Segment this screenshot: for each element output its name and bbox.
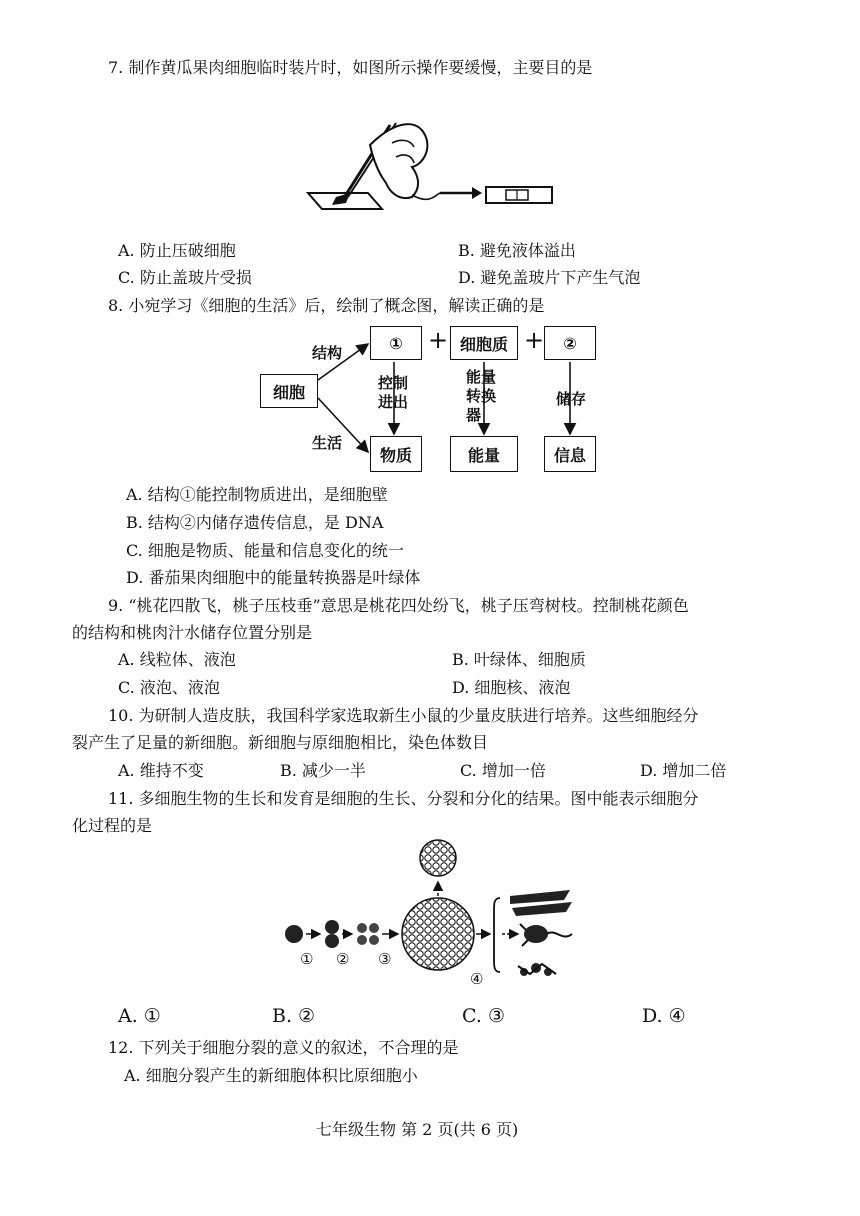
q10-stem-line1: 10. 为研制人造皮肤，我国科学家选取新生小鼠的少量皮肤进行培养。这些细胞经分 — [108, 706, 699, 725]
q8-stem: 8. 小宛学习《细胞的生活》后，绘制了概念图，解读正确的是 — [108, 296, 545, 315]
structure-label: 结构 — [312, 344, 343, 362]
figure-label-1: ① — [300, 950, 314, 968]
q7-option-b[interactable]: B. 避免液体溢出 — [458, 241, 576, 260]
q12-stem: 12. 下列关于细胞分裂的意义的叙述，不合理的是 — [108, 1038, 459, 1057]
q9-option-a[interactable]: A. 线粒体、液泡 — [118, 650, 236, 669]
figure-label-2: ② — [336, 950, 350, 968]
arrow-label-store: 储存 — [556, 390, 587, 408]
cell-box: 细胞 — [260, 374, 318, 408]
q10-option-b[interactable]: B. 减少一半 — [280, 761, 366, 780]
box-structure-2: ② — [544, 326, 596, 360]
q7-stem: 7. 制作黄瓜果肉细胞临时装片时，如图所示操作要缓慢，主要目的是 — [108, 58, 593, 77]
box-matter: 物质 — [370, 436, 422, 472]
q12-option-a[interactable]: A. 细胞分裂产生的新细胞体积比原细胞小 — [124, 1066, 418, 1085]
plus-sign-1: + — [428, 326, 449, 354]
q10-stem-line2: 裂产生了足量的新细胞。新细胞与原细胞相比，染色体数目 — [72, 733, 489, 752]
q11-stem-line2: 化过程的是 — [72, 816, 153, 835]
figure-label-4: ④ — [470, 970, 484, 988]
q8-option-b[interactable]: B. 结构②内储存遗传信息，是 DNA — [126, 513, 384, 532]
q7-option-c[interactable]: C. 防止盖玻片受损 — [118, 268, 252, 287]
q7-option-d[interactable]: D. 避免盖玻片下产生气泡 — [458, 268, 641, 287]
q11-option-a[interactable]: A. ① — [118, 1005, 161, 1027]
q11-option-c[interactable]: C. ③ — [462, 1005, 505, 1027]
q10-option-c[interactable]: C. 增加一倍 — [460, 761, 546, 780]
figure-label-3: ③ — [378, 950, 392, 968]
cell-concept-map — [250, 318, 610, 480]
cell-development-figure — [280, 838, 590, 986]
q9-stem-line1: 9. “桃花四散飞，桃子压枝垂”意思是桃花四处纷飞，桃子压弯树枝。控制桃花颜色 — [108, 596, 689, 615]
page-footer: 七年级生物 第 2 页(共 6 页) — [316, 1120, 519, 1139]
life-label: 生活 — [312, 434, 343, 452]
q9-option-b[interactable]: B. 叶绿体、细胞质 — [452, 650, 586, 669]
q10-option-a[interactable]: A. 维持不变 — [118, 761, 204, 780]
q9-option-d[interactable]: D. 细胞核、液泡 — [452, 678, 571, 697]
slide-coverslip-figure — [300, 105, 560, 215]
q9-stem-line2: 的结构和桃肉汁水储存位置分别是 — [72, 623, 313, 642]
q7-option-a[interactable]: A. 防止压破细胞 — [118, 241, 236, 260]
box-cytoplasm: 细胞质 — [450, 326, 518, 360]
box-energy: 能量 — [450, 436, 518, 472]
q10-option-d[interactable]: D. 增加二倍 — [640, 761, 727, 780]
plus-sign-2: + — [524, 326, 545, 354]
q11-option-b[interactable]: B. ② — [272, 1005, 316, 1027]
arrow-label-energy-converter: 能量转换器 — [466, 368, 497, 424]
q11-option-d[interactable]: D. ④ — [642, 1005, 686, 1027]
q8-option-c[interactable]: C. 细胞是物质、能量和信息变化的统一 — [126, 541, 404, 560]
box-information: 信息 — [544, 436, 596, 472]
box-structure-1: ① — [370, 326, 422, 360]
arrow-label-control: 控制进出 — [378, 374, 409, 411]
q8-option-d[interactable]: D. 番茄果肉细胞中的能量转换器是叶绿体 — [126, 568, 421, 587]
q8-option-a[interactable]: A. 结构①能控制物质进出，是细胞壁 — [126, 485, 388, 504]
q9-option-c[interactable]: C. 液泡、液泡 — [118, 678, 220, 697]
q11-stem-line1: 11. 多细胞生物的生长和发育是细胞的生长、分裂和分化的结果。图中能表示细胞分 — [108, 789, 699, 808]
